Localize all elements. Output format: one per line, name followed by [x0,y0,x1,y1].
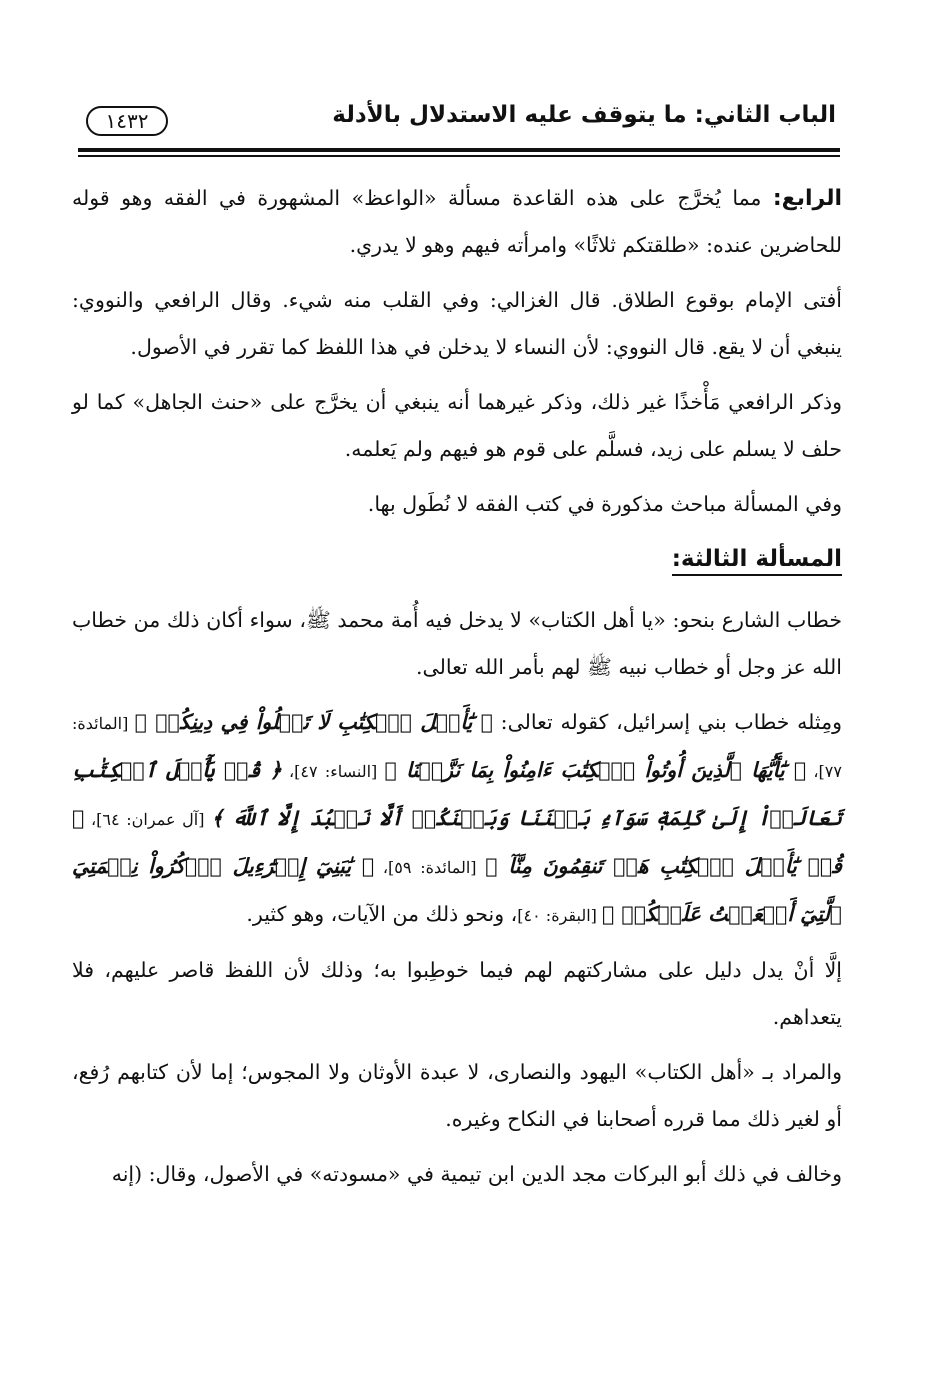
paragraph-outro: ، ونحو ذلك من الآيات، وهو كثير. [246,902,518,926]
chapter-title: الباب الثاني: ما يتوقف عليه الاستدلال بالأدلة [332,102,836,128]
paragraph-meaning: والمراد بـ «أهل الكتاب» اليهود والنصارى، لا عبدة الأوثان ولا المجوس؛ إما لأن كتابهم رُفع، أو لغير ذلك مما قرره أصحابنا في النكاح وغيره. [72,1060,842,1131]
paragraph-exception: إلَّا أنْ يدل دليل على مشاركتهم لهم فيما خوطِبوا به؛ وذلك لأن اللفظ قاصر عليهم، فلا يتعداهم. [72,958,842,1029]
verse-reference-2: [النساء: ٤٧]، [281,762,385,781]
quran-verse-1: ﴿ يَٰٓأَهۡلَ ٱلۡكِتَٰبِ لَا تَغۡلُواْ فِي دِينِكُمۡ ﴾ [134,710,493,734]
section-heading-text: المسألة الثالثة: [672,546,842,576]
quran-verse-2: ﴿ يَٰٓأَيُّهَا ٱلَّذِينَ أُوتُواْ ٱلۡكِتَٰبَ ءَامِنُواْ بِمَا نَزَّلۡنَا ﴾ [384,758,807,782]
section-heading [72,536,842,583]
quran-verse-3: ﴿ قُلۡ يَٰٓأَهۡلَ ٱلۡكِتَٰبِ تَعَالَوۡاْ إِلَىٰ كَلِمَةٖ سَوَآءِۢ بَيۡنَنَا وَبَيۡنَكُمۡ أَلَّا نَعۡبُدَ إِلَّا ٱللَّهَ ﴾ [72,758,842,830]
paragraph-fourth [72,175,842,269]
header-rule-thin [78,155,840,157]
page-body [72,175,842,1206]
page-header [78,96,840,146]
paragraph-rafii: وذكر الرافعي مَأْخذًا غير ذلك، وذكر غيرهما أنه ينبغي أن يخرَّج على «حنث الجاهل» كما لو حلف لا يسلم على زيد، فسلَّم على قوم هو فيهم ولم يَعلمه. [72,390,842,461]
paragraph-ahl-kitab: خطاب الشارع بنحو: «يا أهل الكتاب» لا يدخل فيه أُمة محمد ﷺ، سواء أكان ذلك من خطاب الله عز وجل أو خطاب نبيه ﷺ لهم بأمر الله تعالى. [72,608,842,679]
verse-reference-4: [المائدة: ٥٩]، [374,858,486,877]
header-rule-thick [78,148,840,152]
verse-reference-3: [آل عمران: ٦٤]، [84,810,212,829]
paragraph-label: الرابع: [772,186,842,211]
verse-reference-1: [المائدة: ٧٧]، [72,714,842,781]
paragraph-intro: ومِثله خطاب بني إسرائيل، كقوله تعالى: [492,710,842,734]
verse-reference-5: [البقرة: ٤٠] [517,906,602,925]
quran-verse-5: ﴿ يَٰبَنِيٓ إِسۡرَٰٓءِيلَ ٱذۡكُرُواْ نِعۡمَتِيَ ٱلَّتِيٓ أَنۡعَمۡتُ عَلَيۡكُمۡ ﴾ [72,854,842,926]
paragraph-discussion: وفي المسألة مباحث مذكورة في كتب الفقه لا نُطَول بها. [367,492,842,516]
paragraph-ibn-taymiyya: وخالف في ذلك أبو البركات مجد الدين ابن تيمية في «مسودته» في الأصول، وقال: (إنه [111,1162,842,1186]
quran-verse-4: ﴿ قُلۡ يَٰٓأَهۡلَ ٱلۡكِتَٰبِ هَلۡ تَنقِمُونَ مِنَّآ ﴾ [72,806,842,878]
page-number-badge: ١٤٣٢ [86,106,168,136]
paragraph-bani-israil [72,699,842,939]
paragraph-text: مما يُخرَّج على هذه القاعدة مسألة «الواعظ» المشهورة في الفقه وهو قوله للحاضرين عنده: «طلقتكم ثلاثًا» وامرأته فيهم وهو لا يدري. [72,186,842,257]
paragraph-fatwa: أفتى الإمام بوقوع الطلاق. قال الغزالي: وفي القلب منه شيء. وقال الرافعي والنووي: ينبغي أن لا يقع. قال النووي: لأن النساء لا يدخلن في هذا اللفظ كما تقرر في الأصول. [72,288,842,359]
